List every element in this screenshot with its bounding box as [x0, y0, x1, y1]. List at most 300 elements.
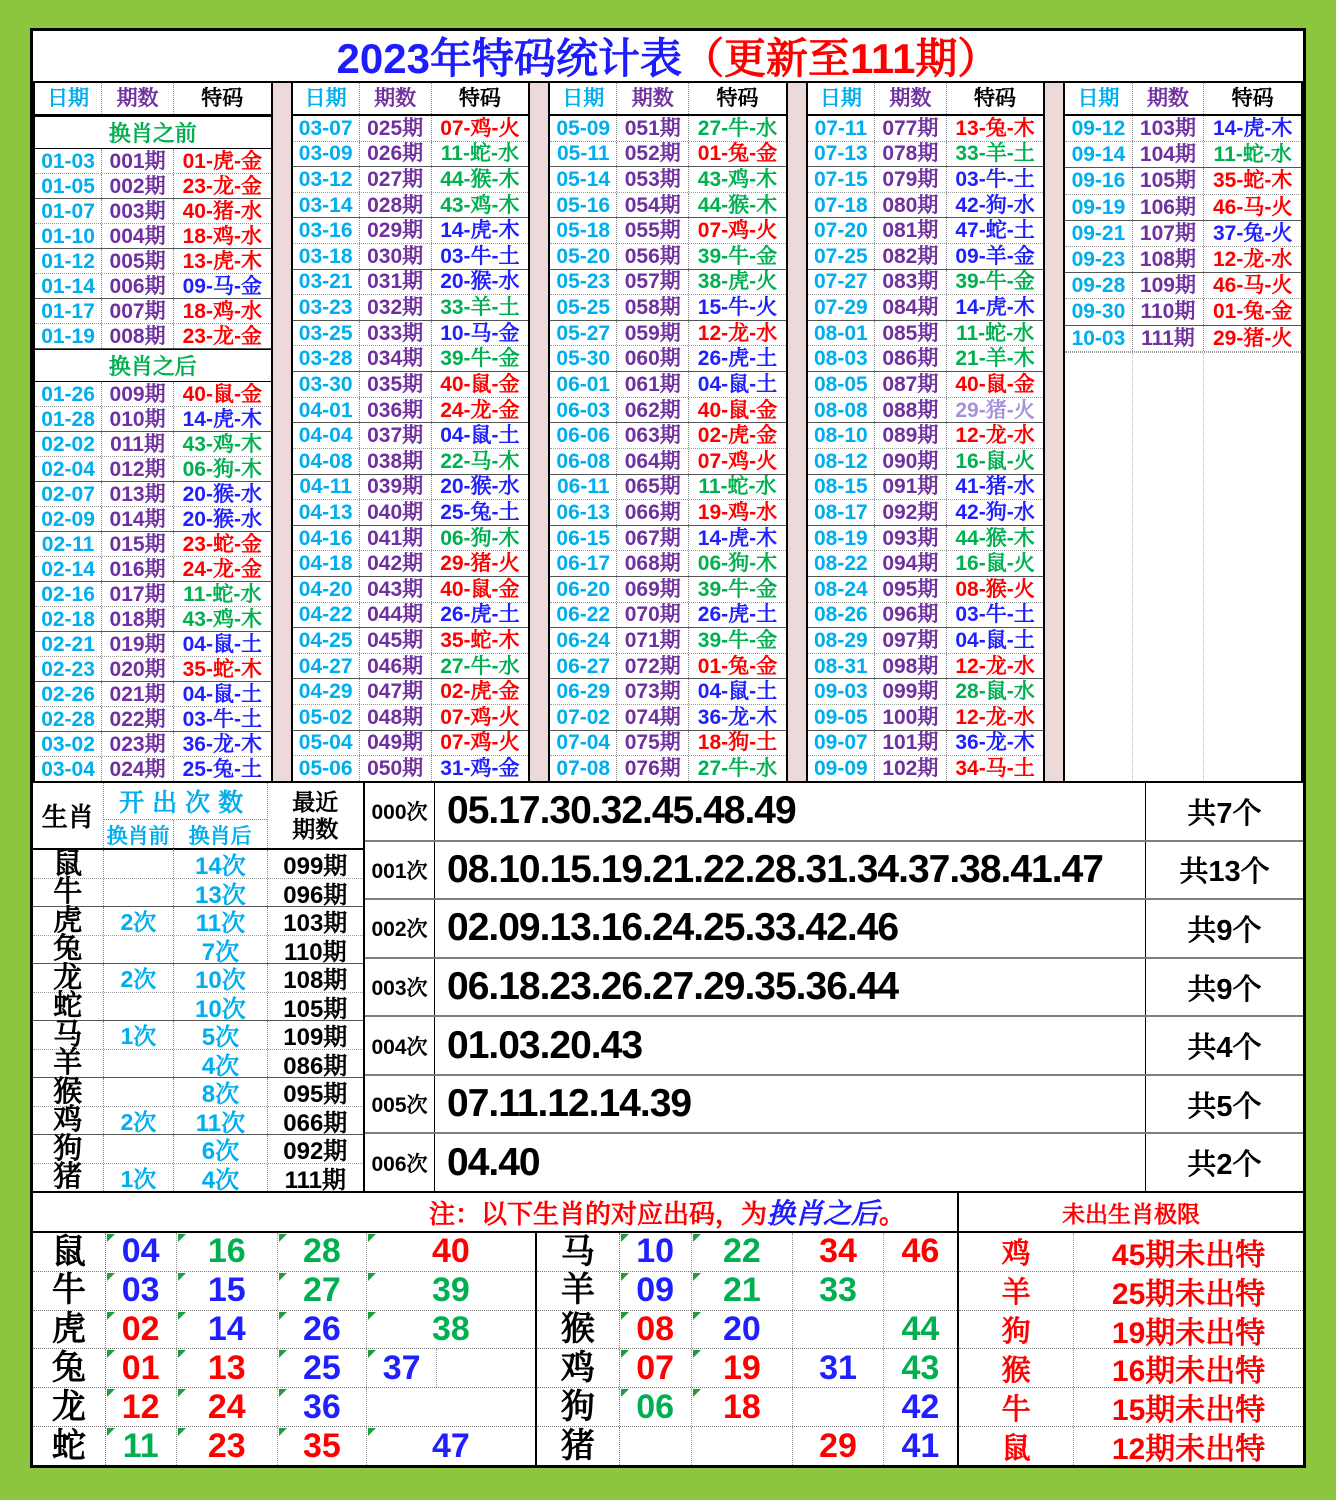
date-cell: 05-09	[550, 116, 617, 141]
result-row	[293, 756, 529, 781]
result-row	[808, 705, 1044, 731]
number-cell: 38	[367, 1311, 535, 1349]
date-cell: 09-12	[1065, 116, 1132, 141]
period-cell: 106期	[1133, 195, 1205, 220]
code-cell: 11-蛇-水	[440, 142, 519, 166]
code-cell: 33-羊-土	[440, 296, 520, 320]
period-cell: 098期	[875, 654, 947, 679]
number-cell: 36	[278, 1388, 367, 1426]
column-separator	[788, 83, 806, 781]
result-row	[550, 167, 786, 193]
date-cell: 06-08	[550, 449, 617, 474]
result-row	[35, 224, 271, 249]
code-cell: 18-狗-土	[697, 731, 778, 755]
result-row	[35, 407, 271, 432]
period-cell: 070期	[617, 603, 689, 628]
date-cell: 08-31	[808, 654, 875, 679]
header-recent-line1: 最近	[292, 789, 339, 816]
zodiac-name: 猪	[33, 1164, 104, 1192]
column-header-date: 日期	[808, 83, 875, 114]
frequency-row	[365, 1132, 1303, 1191]
period-cell: 104期	[1133, 142, 1205, 167]
date-cell: 05-25	[550, 295, 617, 320]
zodiac-name: 蛇	[33, 993, 104, 1021]
code-cell: 40-鼠-金	[182, 382, 262, 406]
result-row	[35, 732, 271, 757]
result-row	[550, 731, 786, 757]
date-cell: 04-13	[293, 500, 360, 525]
date-cell: 05-04	[293, 731, 360, 756]
period-cell: 024期	[102, 757, 174, 781]
result-row	[808, 526, 1044, 552]
code-cell: 40-鼠-金	[440, 577, 520, 601]
code-cell: 11-蛇-水	[1213, 143, 1292, 167]
date-cell: 06-15	[550, 526, 617, 551]
date-cell: 07-13	[808, 142, 875, 167]
date-cell: 03-09	[293, 142, 360, 167]
column-header-code: 特码	[1231, 87, 1274, 110]
result-row	[550, 500, 786, 526]
result-row	[293, 577, 529, 603]
date-cell: 02-21	[35, 632, 102, 656]
result-row	[35, 432, 271, 457]
code-cell: 40-鼠-金	[697, 398, 778, 422]
date-cell: 04-22	[293, 603, 360, 628]
code-cell: 14-虎-木	[440, 219, 520, 243]
zodiac-name: 羊	[537, 1272, 620, 1310]
count-after: 4次	[174, 1164, 267, 1192]
date-cell: 02-26	[35, 682, 102, 706]
number-cell: 33	[793, 1272, 884, 1310]
limits-table	[959, 1193, 1303, 1465]
code-cell: 36-龙-木	[697, 705, 778, 729]
result-row	[808, 731, 1044, 757]
date-cell: 04-20	[293, 577, 360, 602]
number-cell: 10	[620, 1233, 692, 1271]
zodiac-name: 牛	[33, 879, 104, 907]
period-cell: 053期	[617, 167, 689, 192]
zodiac-name: 龙	[33, 964, 104, 992]
code-cell: 23-蛇-金	[182, 532, 262, 556]
date-cell: 01-28	[35, 407, 102, 431]
code-cell: 43-鸡-木	[697, 168, 778, 192]
number-cell: 14	[177, 1311, 278, 1349]
result-row	[1065, 142, 1301, 168]
result-row	[293, 526, 529, 552]
result-row	[550, 270, 786, 296]
period-cell: 008期	[102, 324, 174, 348]
number-cell: 18	[692, 1388, 794, 1426]
date-cell: 09-14	[1065, 142, 1132, 167]
number-cell: 13	[177, 1349, 278, 1387]
zodiac-count-rows	[33, 847, 363, 1194]
result-row	[35, 274, 271, 299]
code-cell: 14-虎-木	[697, 526, 778, 550]
number-cell: 28	[278, 1233, 367, 1271]
result-row	[35, 199, 271, 224]
zodiac-name: 鸡	[33, 1107, 104, 1135]
zodiac-number-table-right	[537, 1233, 957, 1465]
date-cell: 02-02	[35, 432, 102, 456]
frequency-numbers: 02.09.13.16.24.25.33.42.46	[447, 906, 899, 950]
result-row	[550, 218, 786, 244]
result-row	[293, 116, 529, 142]
number-cell	[793, 1388, 884, 1426]
period-cell: 058期	[617, 295, 689, 320]
period-cell: 078期	[875, 142, 947, 167]
period-cell: 049期	[360, 731, 432, 756]
code-cell: 12-龙-水	[1212, 248, 1293, 272]
result-row	[293, 654, 529, 680]
code-cell: 02-虎-金	[440, 680, 520, 704]
count-after: 7次	[174, 936, 267, 964]
date-cell: 03-30	[293, 372, 360, 397]
zodiac-number-row	[33, 1271, 535, 1310]
header-zodiac: 生肖	[33, 783, 104, 848]
zodiac-number-row	[537, 1233, 957, 1271]
number-cell: 15	[177, 1272, 278, 1310]
result-row	[35, 249, 271, 274]
result-row	[293, 321, 529, 347]
zodiac-name: 猪	[537, 1427, 620, 1465]
limit-text: 25期未出特	[1111, 1277, 1266, 1311]
period-cell: 007期	[102, 299, 174, 323]
number-cell: 08	[620, 1311, 692, 1349]
date-cell: 07-29	[808, 295, 875, 320]
period-cell: 069期	[617, 577, 689, 602]
result-row	[35, 507, 271, 532]
result-row	[550, 398, 786, 424]
count-before	[104, 1078, 175, 1106]
code-cell: 04-鼠-土	[440, 424, 520, 448]
frequency-row	[365, 1015, 1303, 1074]
date-cell: 05-18	[550, 218, 617, 243]
date-cell: 03-28	[293, 346, 360, 371]
period-cell: 085期	[875, 321, 947, 346]
date-cell: 09-30	[1065, 299, 1132, 324]
empty-code-cell	[1204, 353, 1301, 781]
number-cell: 21	[692, 1272, 794, 1310]
recent-period: 110期	[283, 938, 347, 966]
code-cell: 03-牛-土	[182, 707, 262, 731]
result-row	[293, 218, 529, 244]
recent-period: 096期	[283, 881, 348, 909]
result-row	[550, 244, 786, 270]
period-cell: 099期	[875, 679, 947, 704]
date-cell: 02-28	[35, 707, 102, 731]
column-header-code: 特码	[458, 87, 501, 110]
date-cell: 03-12	[293, 167, 360, 192]
result-row	[293, 628, 529, 654]
number-cell: 20	[692, 1311, 794, 1349]
bottom-left-area	[33, 1193, 959, 1465]
code-cell: 11-蛇-水	[183, 582, 262, 606]
period-cell: 061期	[617, 372, 689, 397]
frequency-row	[365, 957, 1303, 1016]
result-row	[550, 346, 786, 372]
code-cell: 39-牛-金	[955, 270, 1035, 294]
limit-zodiac: 羊	[959, 1272, 1074, 1310]
period-cell: 072期	[617, 654, 689, 679]
count-before	[104, 850, 175, 878]
result-row	[293, 244, 529, 270]
result-row	[35, 174, 271, 199]
frequency-table	[365, 783, 1303, 1191]
date-cell: 08-05	[808, 372, 875, 397]
frequency-numbers: 04.40	[447, 1140, 540, 1184]
result-row	[550, 654, 786, 680]
period-cell: 088期	[875, 398, 947, 423]
result-row	[35, 382, 271, 407]
number-cell: 02	[106, 1311, 177, 1349]
result-row	[35, 557, 271, 582]
date-cell: 08-22	[808, 551, 875, 576]
zodiac-number-row	[537, 1348, 957, 1387]
number-cell: 46	[901, 1232, 940, 1271]
period-cell: 034期	[360, 346, 432, 371]
code-cell: 38-虎-火	[697, 270, 778, 294]
frequency-numbers: 07.11.12.14.39	[447, 1082, 692, 1126]
result-row	[550, 116, 786, 142]
code-cell: 20-猴-水	[182, 482, 262, 506]
period-cell: 020期	[102, 657, 174, 681]
number-cell: 39	[367, 1272, 535, 1310]
period-cell: 067期	[617, 526, 689, 551]
code-cell: 43-鸡-木	[440, 193, 520, 217]
frequency-label: 003次	[365, 959, 435, 1016]
period-cell: 023期	[102, 732, 174, 756]
date-cell: 05-11	[550, 142, 617, 167]
frequency-total: 共5个	[1145, 1076, 1303, 1133]
period-cell: 004期	[102, 224, 174, 248]
result-row	[293, 423, 529, 449]
frequency-label: 006次	[365, 1134, 435, 1191]
period-cell: 071期	[617, 628, 689, 653]
result-row	[35, 299, 271, 324]
code-cell: 43-鸡-木	[182, 607, 262, 631]
period-group-4	[806, 83, 1046, 781]
code-cell: 24-龙-金	[182, 557, 262, 581]
note-row	[33, 1193, 957, 1233]
date-cell: 05-30	[550, 346, 617, 371]
code-cell: 09-羊-金	[955, 244, 1035, 268]
date-cell: 04-11	[293, 475, 360, 500]
date-cell: 09-23	[1065, 247, 1132, 272]
result-row	[35, 482, 271, 507]
recent-period: 109期	[283, 1024, 348, 1052]
code-cell: 46-马-火	[1212, 274, 1293, 298]
frequency-total: 共2个	[1145, 1134, 1303, 1191]
period-cell: 033期	[360, 321, 432, 346]
count-after: 11次	[174, 1107, 267, 1135]
code-cell: 33-羊-土	[955, 142, 1035, 166]
date-cell: 01-12	[35, 249, 102, 273]
period-cell: 109期	[1133, 273, 1205, 298]
period-cell: 012期	[102, 457, 174, 481]
zodiac-name: 马	[537, 1233, 620, 1271]
date-cell: 05-16	[550, 193, 617, 218]
date-cell: 02-16	[35, 582, 102, 606]
result-row	[293, 346, 529, 372]
result-row	[35, 632, 271, 657]
result-row	[550, 551, 786, 577]
column-separator	[1045, 83, 1063, 781]
period-cell: 066期	[617, 500, 689, 525]
code-cell: 11-蛇-水	[698, 475, 777, 499]
table-header-row	[35, 83, 271, 116]
period-cell: 096期	[875, 603, 947, 628]
code-cell: 04-鼠-土	[182, 682, 262, 706]
code-cell: 22-马-木	[440, 449, 520, 473]
result-row	[293, 193, 529, 219]
period-cell: 035期	[360, 372, 432, 397]
date-cell: 01-14	[35, 274, 102, 298]
period-cell: 044期	[360, 603, 432, 628]
period-cell: 108期	[1133, 247, 1205, 272]
code-cell: 18-鸡-水	[182, 224, 262, 248]
zodiac-name: 鼠	[33, 1233, 106, 1271]
result-row	[808, 500, 1044, 526]
code-cell: 42-狗-水	[955, 500, 1035, 524]
date-cell: 07-25	[808, 244, 875, 269]
period-cell: 032期	[360, 295, 432, 320]
code-cell: 20-猴-水	[440, 475, 520, 499]
period-cell: 064期	[617, 449, 689, 474]
date-cell: 07-15	[808, 167, 875, 192]
code-cell: 12-龙-水	[955, 654, 1035, 678]
code-cell: 20-猴-水	[182, 507, 262, 531]
result-row	[550, 475, 786, 501]
date-cell: 08-12	[808, 449, 875, 474]
result-row	[808, 423, 1044, 449]
result-row	[550, 526, 786, 552]
date-cell: 06-11	[550, 475, 617, 500]
header-count-group	[104, 783, 268, 848]
zodiac-number-row	[33, 1387, 535, 1426]
count-after: 10次	[174, 993, 267, 1021]
bottom-section	[33, 1193, 1303, 1465]
code-cell: 39-牛-金	[697, 628, 778, 652]
result-row	[550, 321, 786, 347]
period-cell: 097期	[875, 628, 947, 653]
period-cell: 100期	[875, 705, 947, 730]
result-row	[808, 603, 1044, 629]
count-after: 14次	[174, 850, 267, 878]
date-cell: 06-24	[550, 628, 617, 653]
date-cell: 08-01	[808, 321, 875, 346]
period-cell: 028期	[360, 193, 432, 218]
code-cell: 11-蛇-水	[955, 321, 1035, 345]
zodiac-number-row	[33, 1426, 535, 1465]
date-cell: 06-03	[550, 398, 617, 423]
limits-header: 未出生肖极限	[959, 1193, 1303, 1233]
zodiac-name: 龙	[33, 1388, 106, 1426]
number-cell: 26	[278, 1311, 367, 1349]
date-cell: 03-23	[293, 295, 360, 320]
period-cell: 010期	[102, 407, 174, 431]
recent-period: 111期	[284, 1166, 346, 1194]
code-cell: 40-鼠-金	[955, 372, 1035, 396]
date-cell: 08-10	[808, 423, 875, 448]
recent-period: 095期	[283, 1081, 348, 1109]
zodiac-number-tables	[33, 1233, 957, 1465]
code-cell: 08-猴-火	[955, 577, 1035, 601]
date-cell: 09-21	[1065, 221, 1132, 246]
frequency-total: 共9个	[1145, 900, 1303, 957]
result-row	[35, 582, 271, 607]
date-cell: 03-25	[293, 321, 360, 346]
table-header-row	[550, 83, 786, 116]
count-before: 2次	[104, 1107, 175, 1135]
number-cell: 03	[106, 1272, 177, 1310]
zodiac-name: 虎	[33, 1311, 106, 1349]
result-row	[808, 116, 1044, 142]
result-row	[293, 372, 529, 398]
code-cell: 42-狗-水	[955, 193, 1035, 217]
result-row	[808, 270, 1044, 296]
number-cell: 07	[620, 1349, 692, 1387]
period-cell: 084期	[875, 295, 947, 320]
number-subcell: 37	[367, 1349, 438, 1387]
period-cell: 060期	[617, 346, 689, 371]
code-cell: 07-鸡-火	[697, 449, 778, 473]
period-cell: 021期	[102, 682, 174, 706]
frequency-numbers: 06.18.23.26.27.29.35.36.44	[447, 965, 899, 1009]
code-cell: 10-马-金	[440, 321, 520, 345]
zodiac-number-row	[537, 1310, 957, 1349]
period-cell: 057期	[617, 270, 689, 295]
header-recent-line2: 期数	[292, 815, 339, 842]
result-row	[1065, 299, 1301, 325]
code-cell: 03-牛-土	[955, 603, 1035, 627]
result-row	[808, 244, 1044, 270]
period-cell: 031期	[360, 270, 432, 295]
date-cell: 05-23	[550, 270, 617, 295]
period-cell: 090期	[875, 449, 947, 474]
number-cell: 06	[620, 1388, 692, 1426]
limit-text: 15期未出特	[1111, 1394, 1266, 1428]
table-header-row	[808, 83, 1044, 116]
count-before	[104, 1050, 175, 1078]
period-cell: 056期	[617, 244, 689, 269]
results-table	[33, 83, 1303, 783]
date-cell: 01-19	[35, 324, 102, 348]
date-cell: 06-17	[550, 551, 617, 576]
count-after: 5次	[174, 1021, 267, 1049]
table-header-row	[293, 83, 529, 116]
number-cell: 12	[106, 1388, 177, 1426]
date-cell: 07-02	[550, 705, 617, 730]
code-cell: 03-牛-土	[440, 244, 520, 268]
result-row	[550, 193, 786, 219]
result-row	[808, 475, 1044, 501]
period-cell: 082期	[875, 244, 947, 269]
date-cell: 03-02	[35, 732, 102, 756]
result-row	[35, 707, 271, 732]
result-row	[808, 654, 1044, 680]
date-cell: 09-03	[808, 679, 875, 704]
date-cell: 10-03	[1065, 326, 1132, 351]
date-cell: 03-14	[293, 193, 360, 218]
date-cell: 09-16	[1065, 168, 1132, 193]
date-cell: 04-08	[293, 449, 360, 474]
recent-period: 066期	[283, 1109, 348, 1137]
number-cell: 23	[177, 1427, 278, 1465]
date-cell: 03-16	[293, 218, 360, 243]
zodiac-name: 羊	[33, 1050, 104, 1078]
code-cell: 36-龙-木	[955, 731, 1035, 755]
period-cell: 089期	[875, 423, 947, 448]
